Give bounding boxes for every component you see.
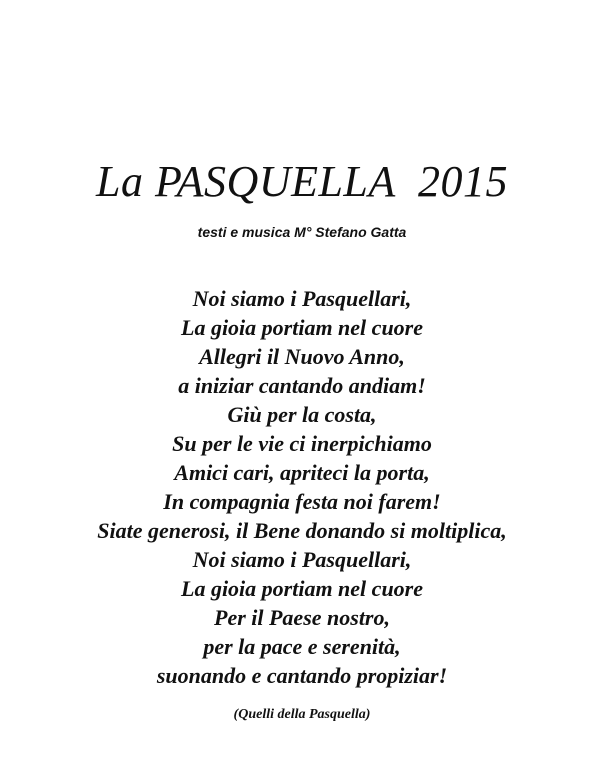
lyric-line: Giù per la costa, [227, 402, 377, 427]
lyric-line: La gioia portiam nel cuore [181, 576, 423, 601]
lyric-line: Noi siamo i Pasquellari, [192, 547, 412, 572]
document-credit: (Quelli della Pasquella) [233, 707, 371, 722]
lyrics-block [0, 284, 604, 690]
document-title: La PASQUELLA 2015 [95, 157, 508, 206]
lyric-line: La gioia portiam nel cuore [181, 315, 423, 340]
lyric-line: Allegri il Nuovo Anno, [199, 344, 405, 369]
lyric-line: suonando e cantando propiziar! [156, 663, 448, 688]
lyric-line: a iniziar cantando andiam! [178, 373, 426, 398]
lyric-line: Su per le vie ci inerpichiamo [172, 431, 432, 456]
lyric-line: per la pace e serenità, [203, 634, 401, 659]
lyric-line: Per il Paese nostro, [214, 605, 390, 630]
document-subtitle: testi e musica M° Stefano Gatta [197, 224, 407, 240]
lyric-line: In compagnia festa noi farem! [163, 489, 441, 514]
lyric-line: Siate generosi, il Bene donando si moltiplica, [97, 518, 507, 543]
lyric-line: Noi siamo i Pasquellari, [192, 286, 412, 311]
lyric-line: Amici cari, apriteci la porta, [174, 460, 430, 485]
